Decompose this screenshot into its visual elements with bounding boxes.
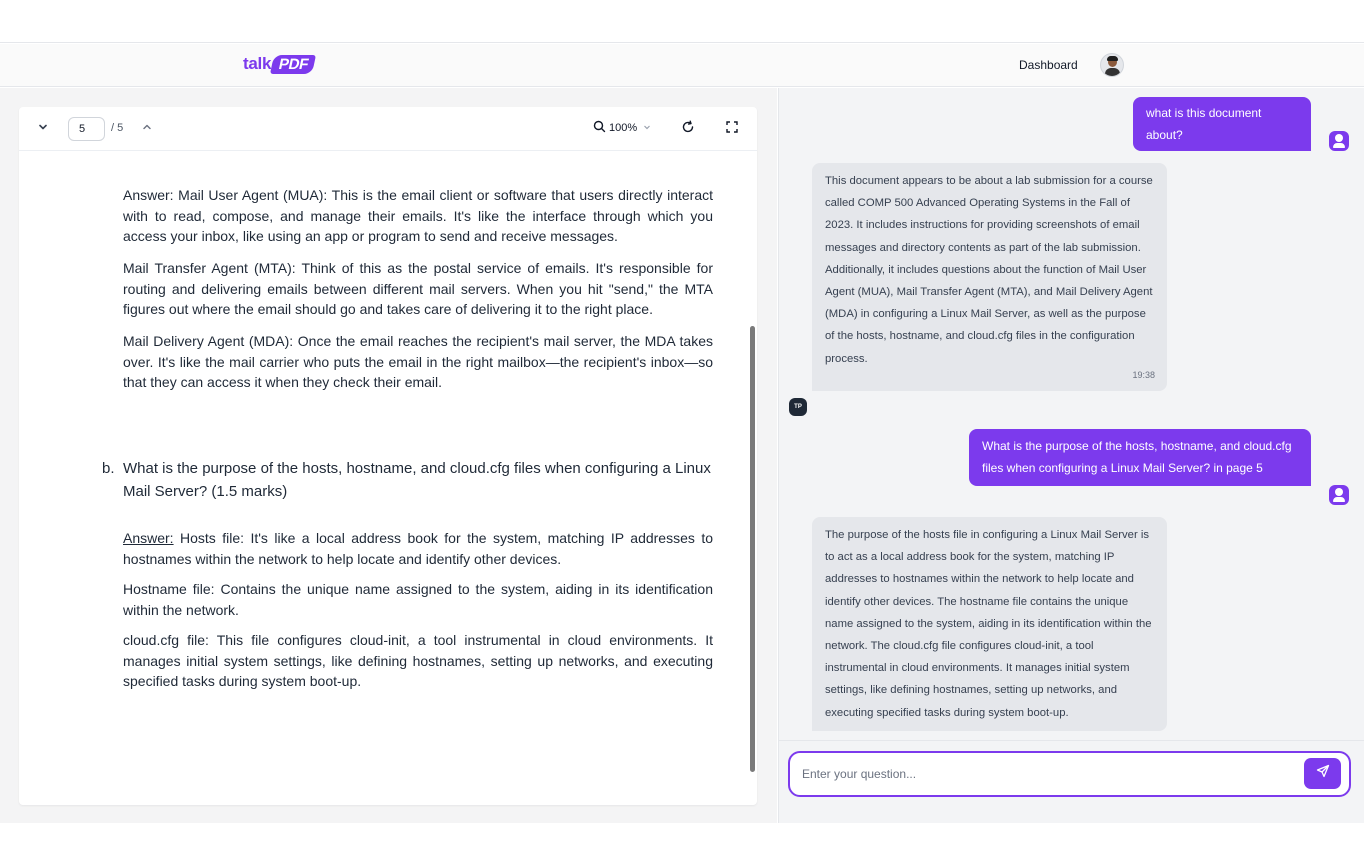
avatar-body xyxy=(1105,68,1120,77)
mua-answer: Answer: Mail User Agent (MUA): This is the email client or software that users directly interact with to read, compose, and manage their emails. It's like the interface through which you access your inbox, like using an app or program to send and receive messages. xyxy=(123,187,713,245)
cloudcfg-answer: cloud.cfg file: This file configures cloud-init, a tool instrumental in cloud environments. It manages initial system settings, like defining hostnames, setting up networks, and executing specified tasks during system boot-up. xyxy=(123,632,713,690)
mta-answer: Mail Transfer Agent (MTA): Think of this as the postal service of emails. It's responsible for routing and delivering emails between different mail servers. When you hit "send," the MTA figures out where the email should go and takes care of delivering it to the right place. xyxy=(123,260,713,318)
hosts-answer-text: Hosts file: It's like a local address book for the system, matching IP addresses to hostnames within the network to help locate and identify other devices. xyxy=(123,530,713,567)
hosts-answer xyxy=(123,528,713,569)
zoom-chevron-icon xyxy=(643,123,651,133)
question-b xyxy=(102,457,722,503)
bot-message xyxy=(812,163,1167,391)
user-icon-head xyxy=(1335,488,1343,496)
zoom-level: 100% xyxy=(609,122,638,134)
pdf-viewer xyxy=(19,107,757,805)
send-button[interactable] xyxy=(1304,758,1341,789)
top-blank-area xyxy=(0,0,1364,43)
chevron-up-icon[interactable] xyxy=(141,121,153,136)
chat-pane xyxy=(778,88,1364,823)
bot-message-text: This document appears to be about a lab submission for a course called COMP 500 Advanced Operating Systems in the Fall of 2023. It includes instructions for providing screenshots of email messages and directory contents as part of the lab submission. Additionally, it includes questions about the function of Mail User Agent (MUA), Mail Transfer Agent (MTA), and Mail Delivery Agent (MDA) in configuring a Linux Mail Server, as well as the purpose of the hosts, hostname, and cloud.cfg files in the configuration process. xyxy=(825,175,1153,365)
rotate-icon[interactable] xyxy=(681,120,695,137)
user-message: what is this document about? xyxy=(1133,97,1311,151)
question-b-label: b. xyxy=(102,460,115,477)
hostname-answer: Hostname file: Contains the unique name assigned to the system, aiding in its identification within the network. xyxy=(123,581,713,618)
page-total: / 5 xyxy=(111,122,124,134)
talkpdf-logo[interactable] xyxy=(243,54,314,74)
logo-pdf-text: PDF xyxy=(270,55,316,74)
navbar xyxy=(0,44,1364,87)
fullscreen-icon[interactable] xyxy=(726,121,738,136)
bot-message-spacer xyxy=(825,370,1154,384)
search-icon xyxy=(593,120,606,136)
message-time: 19:38 xyxy=(1132,369,1155,380)
send-icon xyxy=(1316,764,1330,783)
question-input-area xyxy=(779,740,1364,823)
page-number-input[interactable]: 5 xyxy=(68,117,105,141)
question-input[interactable] xyxy=(788,751,1351,797)
bottom-blank-area xyxy=(0,823,1364,866)
pdf-scrollbar[interactable] xyxy=(750,326,755,772)
bot-message-text: The purpose of the hosts file in configuring a Linux Mail Server is to act as a local address book for the system, matching IP addresses to hostnames within the network to help locate and identify other devices. The hostname file contains the unique name assigned to the system, aiding in its identification within the network. The cloud.cfg file configures cloud-init, a tool instrumental in cloud environments. It manages initial system settings, like defining hostnames, setting up networks, and executing specified tasks during system boot-up. xyxy=(825,529,1152,719)
nav-right xyxy=(1019,53,1124,77)
user-icon xyxy=(1329,485,1349,505)
chat-messages[interactable] xyxy=(779,88,1364,738)
avatar-hair xyxy=(1107,56,1118,61)
user-message: What is the purpose of the hosts, hostname, and cloud.cfg files when configuring a Linux Mail Server? in page 5 xyxy=(969,429,1311,486)
user-icon-body xyxy=(1333,497,1345,502)
pdf-toolbar xyxy=(19,107,757,151)
user-icon-head xyxy=(1335,134,1343,142)
user-icon-body xyxy=(1333,143,1345,148)
pdf-pane xyxy=(0,88,777,823)
dashboard-link[interactable]: Dashboard xyxy=(1019,58,1078,72)
question-b-text: What is the purpose of the hosts, hostname, and cloud.cfg files when configuring a Linux Mail Server? (1.5 marks) xyxy=(123,460,711,500)
zoom-control[interactable] xyxy=(593,120,651,136)
answer-prefix: Answer: xyxy=(123,530,174,546)
user-icon xyxy=(1329,131,1349,151)
mda-answer: Mail Delivery Agent (MDA): Once the email reaches the recipient's mail server, the MDA takes over. It's like the mail carrier who puts the email in the right mailbox—the recipient's inbox—so that they can access it when they check their email. xyxy=(123,333,713,391)
bot-badge-icon: TP xyxy=(789,398,807,416)
logo-talk-text: talk xyxy=(243,54,272,73)
pdf-page-content xyxy=(19,152,757,802)
user-avatar[interactable] xyxy=(1100,53,1124,77)
chevron-down-icon[interactable] xyxy=(37,121,49,136)
bot-message xyxy=(812,517,1167,731)
